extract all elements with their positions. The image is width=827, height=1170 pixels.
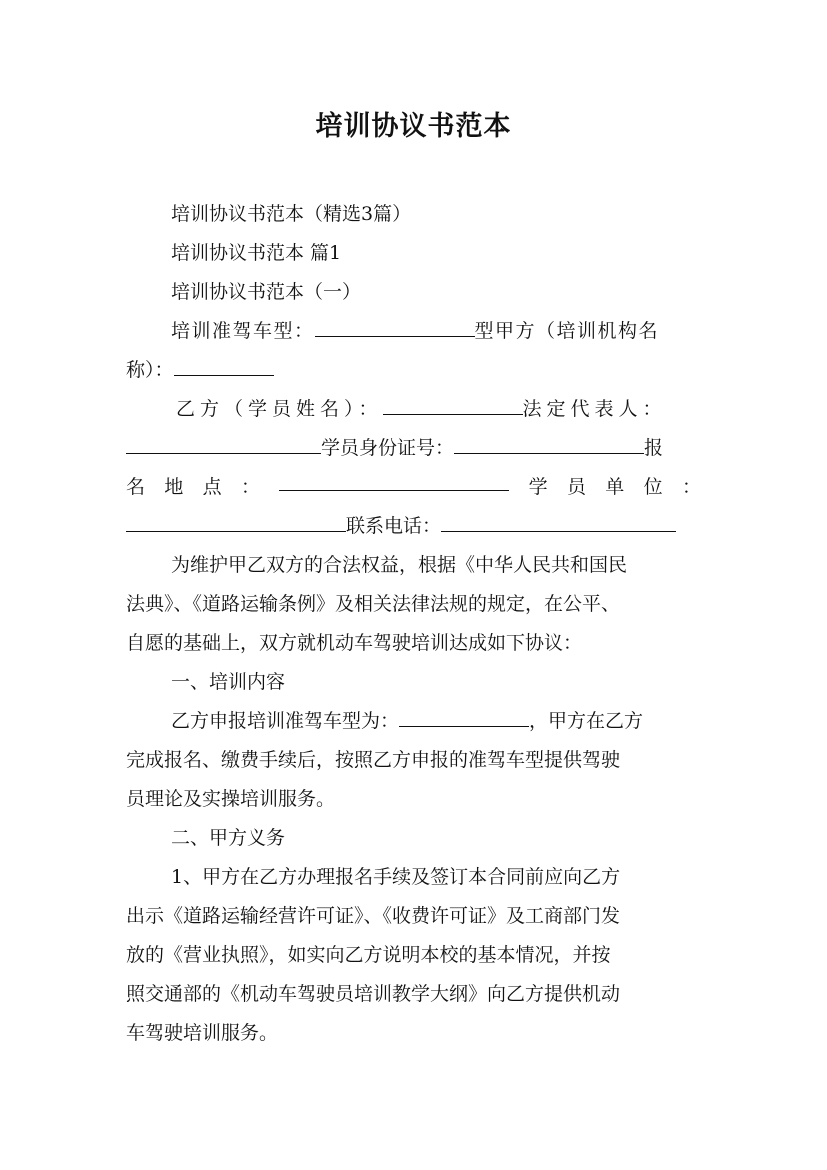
training-vehicle-line bbox=[126, 312, 701, 351]
paragraph-purpose-line2: 法典》、《道路运输条例》及相关法律法规的规定，在公平、 bbox=[126, 593, 621, 615]
document-title: 培训协议书范本 bbox=[315, 111, 512, 142]
duty-1-line2: 出示《道路运输经营许可证》、《收费许可证》及工商部门发 bbox=[126, 905, 621, 927]
label-declared-vehicle: 乙方申报培训准驾车型为： bbox=[171, 710, 400, 732]
label-char: ： bbox=[681, 476, 701, 498]
party-b-line bbox=[126, 390, 701, 429]
label-party-a-after: ，甲方在乙方 bbox=[529, 710, 644, 732]
duty-1-line3: 放的《营业执照》，如实向乙方说明本校的基本情况，并按 bbox=[126, 944, 611, 966]
label-char: 单 bbox=[605, 476, 625, 498]
label-vehicle-type: 培训准驾车型： bbox=[171, 320, 315, 342]
paragraph-part-heading: 培训协议书范本（一） bbox=[171, 281, 362, 303]
training-content-line1 bbox=[126, 702, 701, 741]
blank-legal-rep bbox=[126, 431, 321, 454]
blank-vehicle-type bbox=[315, 314, 475, 337]
label-legal-rep: 法定代表人： bbox=[522, 398, 667, 420]
paragraph-subtitle: 培训协议书范本（精选3篇） bbox=[171, 203, 412, 225]
paragraph-purpose-line3: 自愿的基础上，双方就机动车驾驶培训达成如下协议： bbox=[126, 632, 583, 654]
label-party-a-name: 称）： bbox=[126, 359, 174, 381]
label-char: 名 bbox=[126, 476, 146, 498]
duty-1-line5: 车驾驶培训服务。 bbox=[126, 1022, 279, 1044]
paragraph-section-heading: 培训协议书范本 篇1 bbox=[171, 242, 342, 264]
document-body bbox=[126, 195, 701, 1053]
label-char: 位 bbox=[643, 476, 663, 498]
blank-student-unit bbox=[126, 509, 346, 532]
paragraph-purpose-line1: 为维护甲乙双方的合法权益，根据《中华人民共和国民 bbox=[171, 554, 628, 576]
blank-party-b bbox=[383, 392, 523, 415]
blank-declared-vehicle bbox=[399, 704, 529, 727]
label-char: 员 bbox=[566, 476, 586, 498]
blank-signup-location bbox=[279, 468, 509, 491]
label-char: 地 bbox=[164, 476, 184, 498]
label-char: 学 bbox=[528, 476, 548, 498]
party-a-name-line bbox=[126, 351, 701, 390]
label-phone: 联系电话： bbox=[346, 515, 442, 537]
label-party-b: 乙方（学员姓名）： bbox=[176, 398, 383, 420]
heading-party-a-duties: 二、甲方义务 bbox=[171, 827, 286, 849]
signup-location-line bbox=[126, 468, 701, 507]
blank-phone bbox=[441, 509, 676, 532]
blank-party-a-name bbox=[174, 353, 274, 376]
label-signup-start: 报 bbox=[644, 437, 664, 459]
phone-line bbox=[126, 507, 701, 546]
blank-id-number bbox=[454, 431, 644, 454]
training-content-line3: 员理论及实操培训服务。 bbox=[126, 788, 336, 810]
training-content-line2: 完成报名、缴费手续后，按照乙方申报的准驾车型提供驾驶 bbox=[126, 749, 621, 771]
id-number-line bbox=[126, 429, 701, 468]
duty-1-line4: 照交通部的《机动车驾驶员培训教学大纲》向乙方提供机动 bbox=[126, 983, 621, 1005]
heading-training-content: 一、培训内容 bbox=[171, 671, 286, 693]
duty-1-line1: 1、甲方在乙方办理报名手续及签订本合同前应向乙方 bbox=[171, 866, 621, 888]
label-party-a: 型甲方（培训机构名 bbox=[474, 320, 660, 342]
label-char: ： bbox=[240, 476, 260, 498]
label-id-number: 学员身份证号： bbox=[321, 437, 455, 459]
label-char: 点 bbox=[202, 476, 222, 498]
